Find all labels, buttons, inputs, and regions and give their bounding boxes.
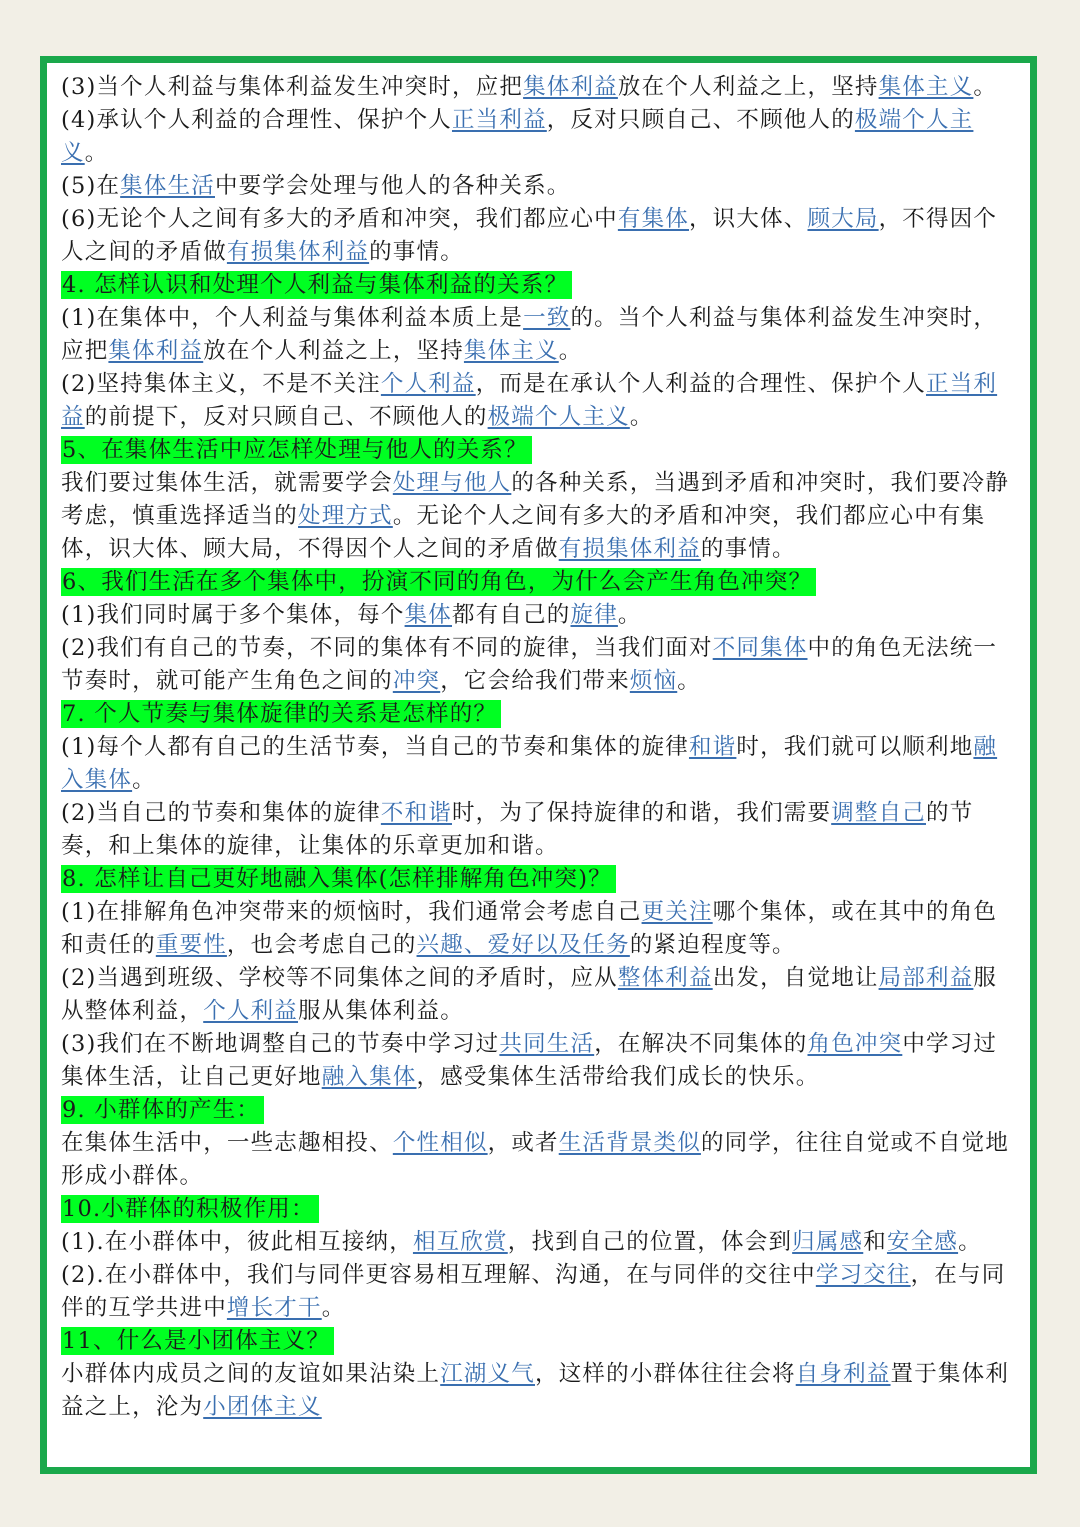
paragraph-text: 置于集体利益之上，沦为 [61, 1361, 1010, 1420]
paragraph-text: 在集体生活中，一些志趣相投、 [61, 1130, 393, 1156]
keyword-blank: 一致 [523, 305, 571, 331]
keyword-blank: 处理方式 [298, 503, 393, 529]
paragraph-text: 哪个集体，或在其中的角色和责任的 [61, 899, 998, 958]
paragraph-text: 中要学会处理与他人的各种关系。 [214, 173, 571, 199]
section-heading-text: 6、我们生活在多个集体中，扮演不同的角色，为什么会产生角色冲突？ [61, 568, 816, 596]
keyword-blank: 处理与他人 [392, 470, 512, 496]
paragraph-text: (6)无论个人之间有多大的矛盾和冲突，我们都应心中 [61, 206, 618, 232]
paragraph-text: (2)当遇到班级、学校等不同集体之间的矛盾时，应从 [61, 965, 618, 991]
paragraph [61, 632, 1020, 698]
paragraph-text: ，反对只顾自己、不顾他人的 [546, 107, 855, 133]
paragraph [61, 1226, 1020, 1325]
paragraph-text: ，而是在承认个人利益的合理性、保护个人 [475, 371, 926, 397]
keyword-blank: 正当利益 [451, 107, 547, 133]
keyword-blank: 顾大局 [807, 206, 879, 232]
paragraph-text: 都有自己的 [451, 602, 571, 628]
paragraph-text: (1)在排解角色冲突带来的烦恼时，我们通常会考虑自己 [61, 899, 642, 925]
keyword-blank: 集体主义 [463, 338, 559, 364]
paragraph-text: (1).在小群体中，彼此相互接纳， [61, 1229, 413, 1255]
paragraph-text: 的各种关系，当遇到矛盾和冲突时，我们要冷静考虑，慎重选择适当的 [61, 470, 1010, 529]
keyword-blank: 融入集体 [61, 734, 998, 793]
paragraph [61, 1028, 1020, 1094]
paragraph-text: ，或者 [487, 1130, 559, 1156]
keyword-blank: 安全感 [886, 1229, 959, 1255]
paragraph-text: 时，为了保持旋律的和谐，我们需要 [451, 800, 832, 826]
paragraph-text: (4)承认个人利益的合理性、保护个人 [61, 107, 452, 133]
paragraph [61, 599, 1020, 632]
paragraph-text: (1)每个人都有自己的生活节奏，当自己的节奏和集体的旋律 [61, 734, 689, 760]
keyword-blank: 冲突 [392, 668, 441, 694]
paragraph-text: 。 [84, 140, 109, 166]
section-heading-text: 10.小群体的积极作用： [61, 1195, 319, 1223]
paragraph-text: (3)我们在不断地调整自己的节奏中学习过 [61, 1031, 500, 1057]
keyword-blank: 个人利益 [380, 371, 476, 397]
paragraph [61, 797, 1020, 863]
keyword-blank: 极端个人主义 [61, 107, 974, 166]
keyword-blank: 更关注 [641, 899, 713, 925]
paragraph [61, 170, 1020, 203]
section-heading [61, 434, 1020, 467]
paragraph-text: 。 [677, 668, 701, 694]
section-heading [61, 566, 1020, 599]
paragraph-text: 和 [863, 1229, 887, 1255]
keyword-blank: 自身利益 [795, 1361, 891, 1387]
paragraph-text: 的同学，往往自觉或不自觉地形成小群体。 [61, 1130, 1010, 1189]
paragraph-text: (2)坚持集体主义，不是不关注 [61, 371, 381, 397]
keyword-blank: 不和谐 [380, 800, 452, 826]
paragraph [61, 1358, 1020, 1424]
paragraph-text: (1)我们同时属于多个集体，每个 [61, 602, 405, 628]
paragraph-text: 的前提下，反对只顾自己、不顾他人的 [84, 404, 488, 430]
paragraph-text: 放在个人利益之上，坚持 [203, 338, 464, 364]
paragraph [61, 302, 1020, 368]
paragraph [61, 203, 1020, 269]
paragraph-text: 。 [558, 338, 583, 364]
keyword-blank: 旋律 [570, 602, 618, 628]
keyword-blank: 增长才干 [226, 1295, 322, 1321]
keyword-blank: 极端个人主义 [487, 404, 630, 430]
keyword-blank: 小团体主义 [203, 1394, 322, 1420]
paragraph-text: 出发，自觉地让 [712, 965, 879, 991]
keyword-blank: 集体生活 [120, 173, 215, 199]
paragraph-text: ，这样的小群体往往会将 [535, 1361, 796, 1387]
paragraph [61, 1127, 1020, 1193]
keyword-blank: 个人利益 [203, 998, 299, 1024]
keyword-blank: 集体利益 [108, 338, 204, 364]
paragraph-text: 。无论个人之间有多大的矛盾和冲突，我们都应心中有集体，识大体、顾大局，不得因个人之间的矛盾做 [61, 503, 986, 562]
keyword-blank: 江湖义气 [440, 1361, 536, 1387]
paragraph-text: (1)在集体中，个人利益与集体利益本质上是 [61, 305, 524, 331]
section-heading [61, 698, 1020, 731]
paragraph [61, 104, 1020, 170]
keyword-blank: 集体利益 [523, 74, 618, 100]
paragraph-text: 。 [629, 404, 654, 430]
keyword-blank: 有损集体利益 [558, 536, 701, 562]
paragraph [61, 731, 1020, 797]
paragraph-text: 。 [617, 602, 642, 628]
paragraph-text: 的节奏，和上集体的旋律，让集体的乐章更加和谐。 [61, 800, 974, 859]
section-heading-text: 7. 个人节奏与集体旋律的关系是怎样的？ [61, 700, 501, 728]
paragraph-text: ，它会给我们带来 [440, 668, 630, 694]
paragraph-text: ，也会考虑自己的 [226, 932, 417, 958]
section-heading-text: 11、什么是小团体主义？ [61, 1327, 334, 1355]
paragraph-text: (2)当自己的节奏和集体的旋律 [61, 800, 381, 826]
paragraph-text: 服从整体利益， [61, 965, 998, 1024]
paragraph-text: 小群体内成员之间的友谊如果沾染上 [61, 1361, 441, 1387]
paragraph-text: ，不得因个人之间的矛盾做 [61, 206, 998, 265]
paragraph-text: ，识大体、 [688, 206, 808, 232]
paragraph-text: 。 [973, 74, 998, 100]
section-heading [61, 1193, 1020, 1226]
keyword-blank: 兴趣、爱好以及任务 [416, 932, 630, 958]
keyword-blank: 个性相似 [392, 1130, 488, 1156]
keyword-blank: 不同集体 [712, 635, 808, 661]
paragraph-text: 放在个人利益之上，坚持 [617, 74, 879, 100]
keyword-blank: 局部利益 [878, 965, 974, 991]
notes-content [61, 71, 1020, 1424]
section-heading-text: 5、在集体生活中应怎样处理与他人的关系？ [61, 436, 532, 464]
paragraph [61, 896, 1020, 962]
keyword-blank: 整体利益 [617, 965, 713, 991]
paragraph-text: 服从集体利益。 [298, 998, 464, 1024]
keyword-blank: 融入集体 [321, 1064, 417, 1090]
keyword-blank: 归属感 [792, 1229, 864, 1255]
keyword-blank: 调整自己 [831, 800, 926, 826]
keyword-blank: 集体 [404, 602, 452, 628]
paragraph-text: 。 [132, 767, 156, 793]
keyword-blank: 相互欣赏 [412, 1229, 508, 1255]
section-heading [61, 1325, 1020, 1358]
paragraph-text: 的。当个人利益与集体利益发生冲突时，应把 [61, 305, 998, 364]
paragraph-text: 。 [321, 1295, 346, 1321]
keyword-blank: 重要性 [155, 932, 227, 958]
keyword-blank: 集体主义 [878, 74, 974, 100]
keyword-blank: 共同生活 [499, 1031, 595, 1057]
paragraph-text: 的紧迫程度等。 [629, 932, 796, 958]
paragraph-text: 的事情。 [369, 239, 464, 265]
paragraph [61, 467, 1020, 566]
paragraph-text: 时，我们就可以顺利地 [736, 734, 974, 760]
keyword-blank: 学习交往 [815, 1262, 911, 1288]
paragraph [61, 71, 1020, 104]
paragraph-text: (3)当个人利益与集体利益发生冲突时，应把 [61, 74, 524, 100]
keyword-blank: 和谐 [688, 734, 737, 760]
paragraph-text: (5)在 [61, 173, 121, 199]
paragraph [61, 368, 1020, 434]
paragraph-text: 的事情。 [700, 536, 796, 562]
keyword-blank: 正当利益 [61, 371, 998, 430]
paragraph-text: 我们要过集体生活，就需要学会 [61, 470, 393, 496]
section-heading [61, 269, 1020, 302]
section-heading [61, 863, 1020, 896]
section-heading-text: 9. 小群体的产生： [61, 1096, 264, 1124]
paragraph-text: 中学习过集体生活，让自己更好地 [61, 1031, 998, 1090]
paragraph-text: 。(2).在小群体中，我们与同伴更容易相互理解、沟通，在与同伴的交往中 [61, 1229, 982, 1288]
section-heading [61, 1094, 1020, 1127]
paragraph-text: ，感受集体生活带给我们成长的快乐。 [416, 1064, 820, 1090]
paragraph-text: ，在与同伴的互学共进中 [61, 1262, 1006, 1321]
section-heading-text: 8. 怎样让自己更好地融入集体(怎样排解角色冲突)？ [61, 865, 616, 893]
paragraph-text: 中的角色无法统一节奏时，就可能产生角色之间的 [61, 635, 998, 694]
section-heading-text: 4. 怎样认识和处理个人利益与集体利益的关系？ [61, 271, 572, 299]
notes-frame [40, 56, 1037, 1474]
keyword-blank: 烦恼 [629, 668, 678, 694]
keyword-blank: 有集体 [617, 206, 689, 232]
keyword-blank: 有损集体利益 [226, 239, 370, 265]
paragraph-text: ，在解决不同集体的 [594, 1031, 808, 1057]
paragraph-text: ，找到自己的位置，体会到 [507, 1229, 793, 1255]
keyword-blank: 生活背景类似 [558, 1130, 701, 1156]
paragraph-text: (2)我们有自己的节奏，不同的集体有不同的旋律，当我们面对 [61, 635, 713, 661]
keyword-blank: 角色冲突 [807, 1031, 903, 1057]
paragraph [61, 962, 1020, 1028]
